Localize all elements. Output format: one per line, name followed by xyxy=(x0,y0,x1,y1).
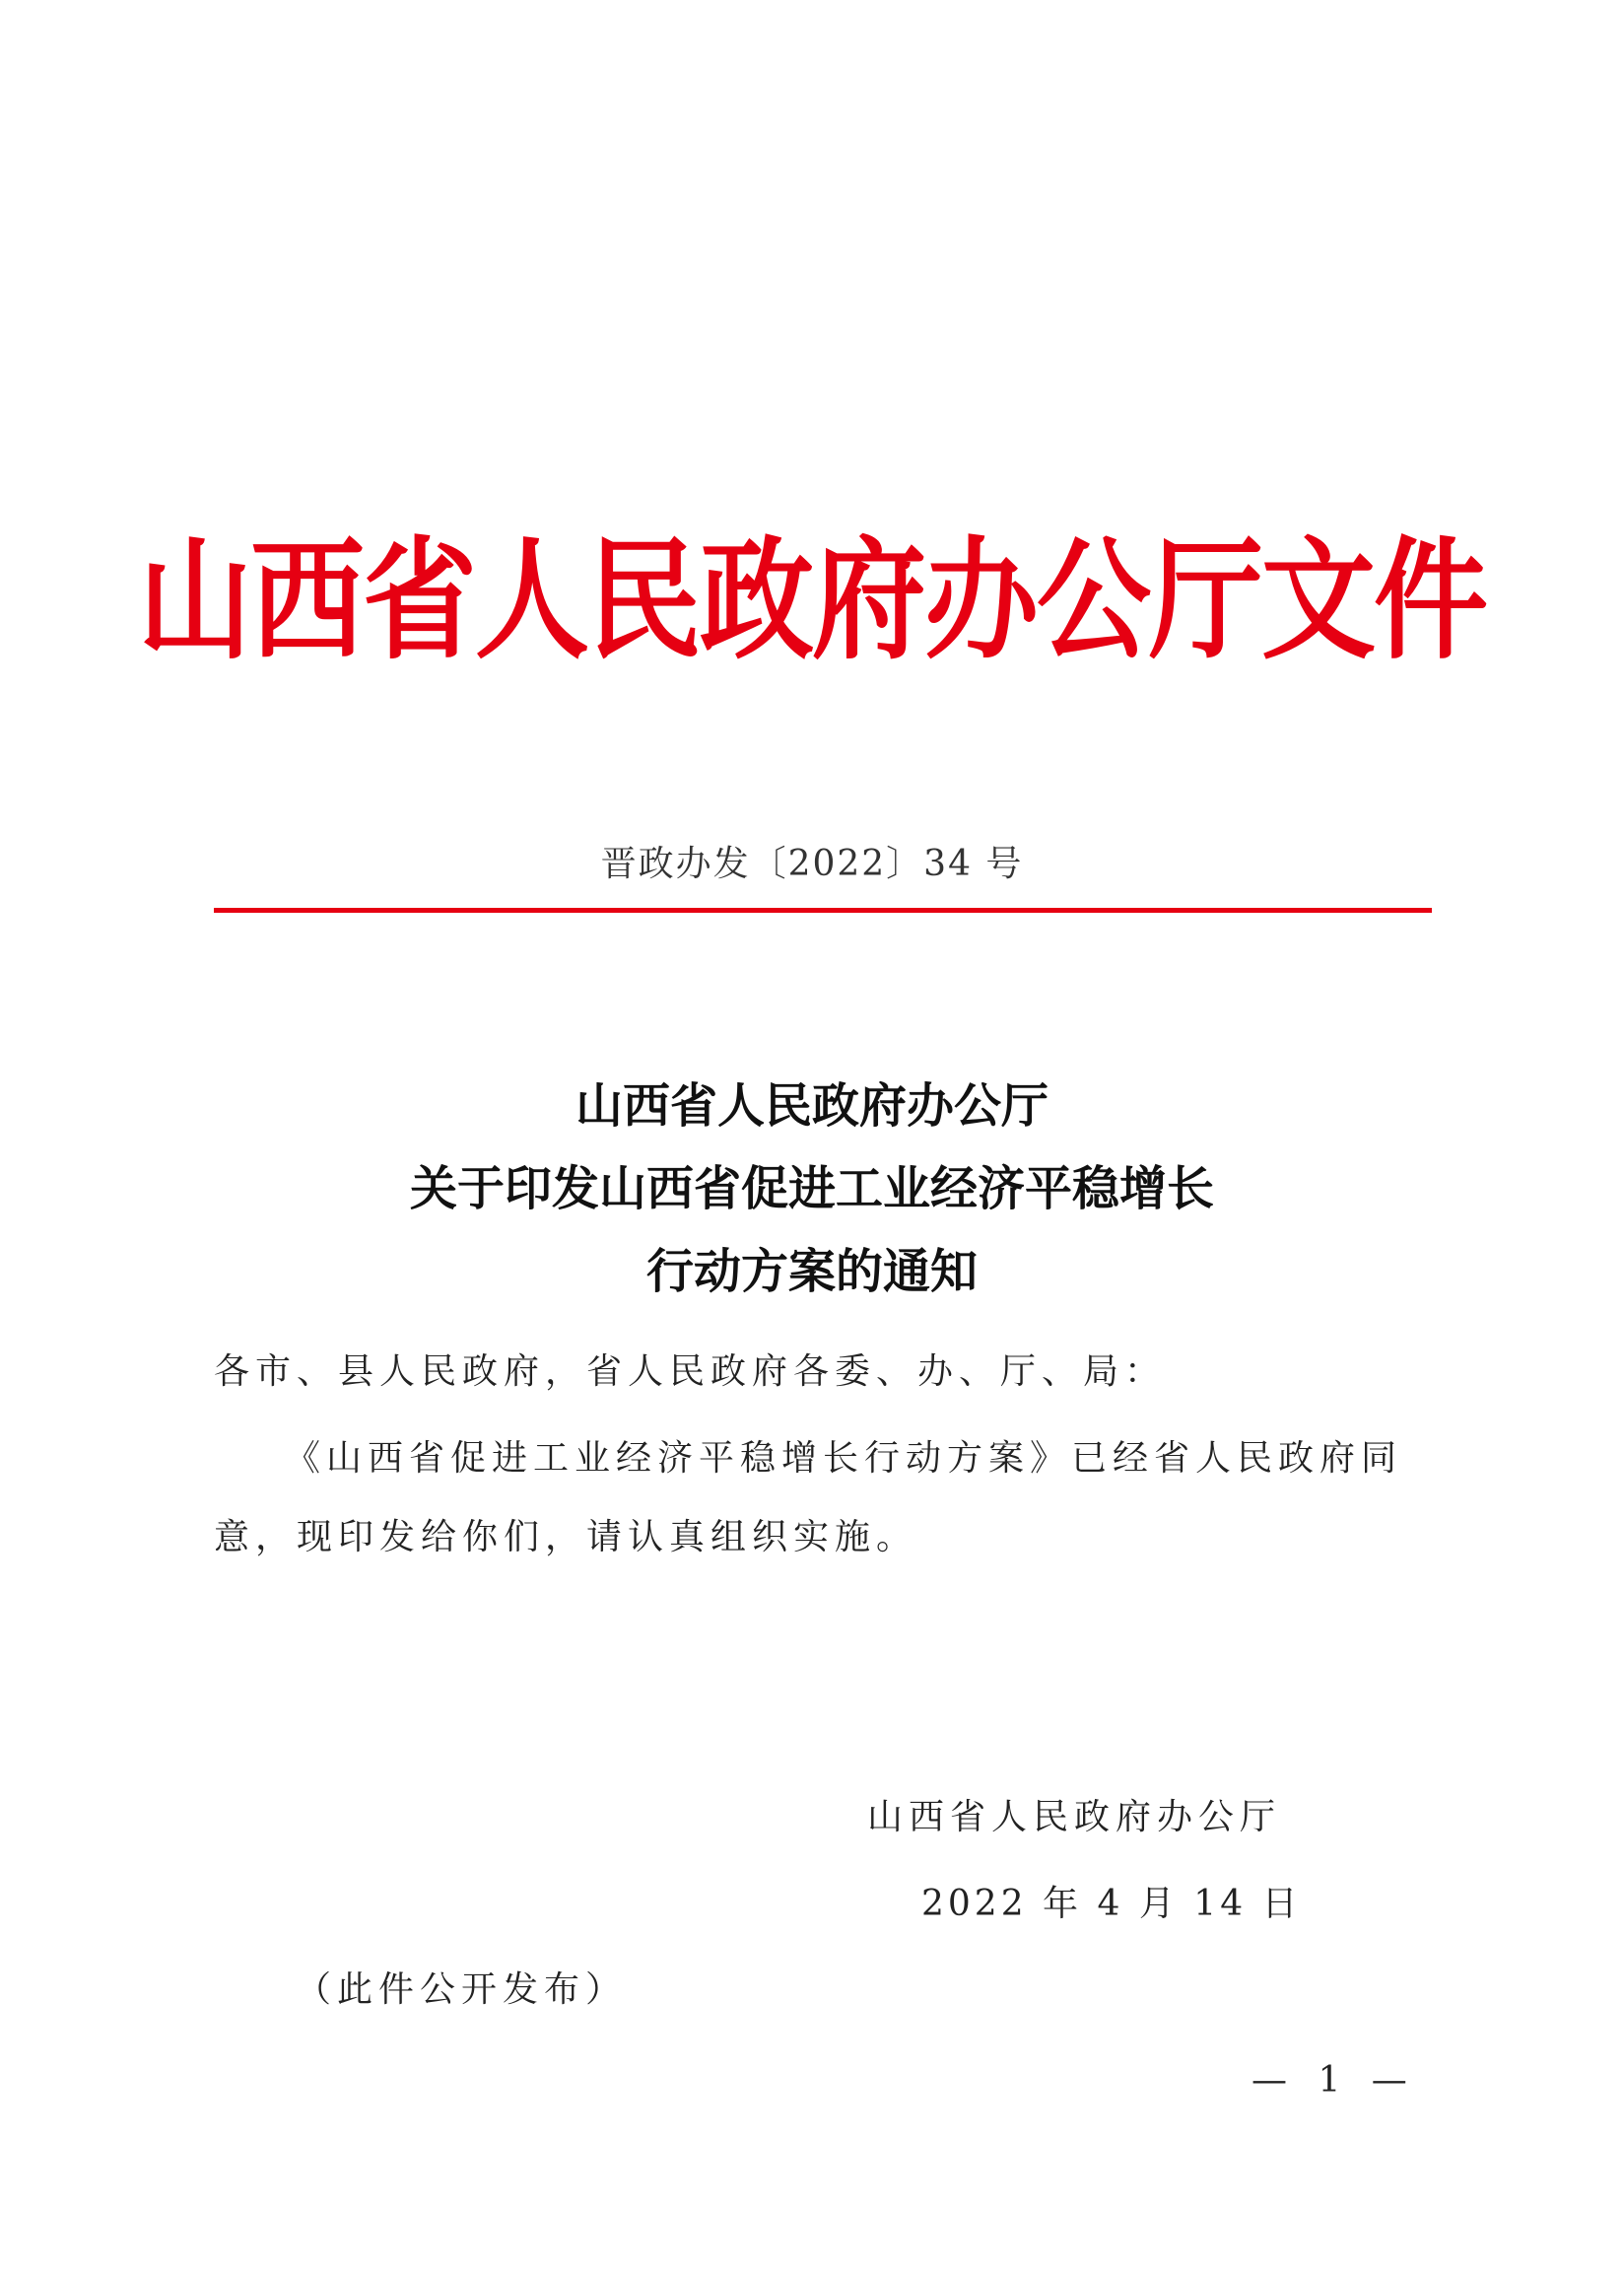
issuing-authority: 山西省人民政府办公厅 xyxy=(867,1797,1282,1837)
issue-date: 2022 年 4 月 14 日 xyxy=(921,1884,1302,1924)
notice-title-line-2: 关于印发山西省促进工业经济平稳增长 xyxy=(409,1161,1214,1216)
body-paragraph xyxy=(214,1419,1432,1577)
salutation: 各市、县人民政府，省人民政府各委、办、厅、局： xyxy=(214,1351,1167,1392)
red-divider-line xyxy=(214,908,1432,913)
body-paragraph-line-1: 《山西省促进工业经济平稳增长行动方案》已经省人民政府同 xyxy=(285,1438,1403,1479)
page-number: — 1 — xyxy=(1252,2060,1417,2101)
publication-note: （此件公开发布） xyxy=(296,1969,628,2010)
notice-title xyxy=(0,1065,1624,1313)
masthead-title: 山西省人民政府办公厅文件 xyxy=(138,523,1486,678)
body-paragraph-line-2: 意，现印发给你们，请认真组织实施。 xyxy=(214,1517,918,1557)
notice-title-line-3: 行动方案的通知 xyxy=(645,1244,978,1299)
document-number: 晋政办发〔2022〕34 号 xyxy=(600,844,1024,884)
notice-title-line-1: 山西省人民政府办公厅 xyxy=(575,1078,1049,1134)
